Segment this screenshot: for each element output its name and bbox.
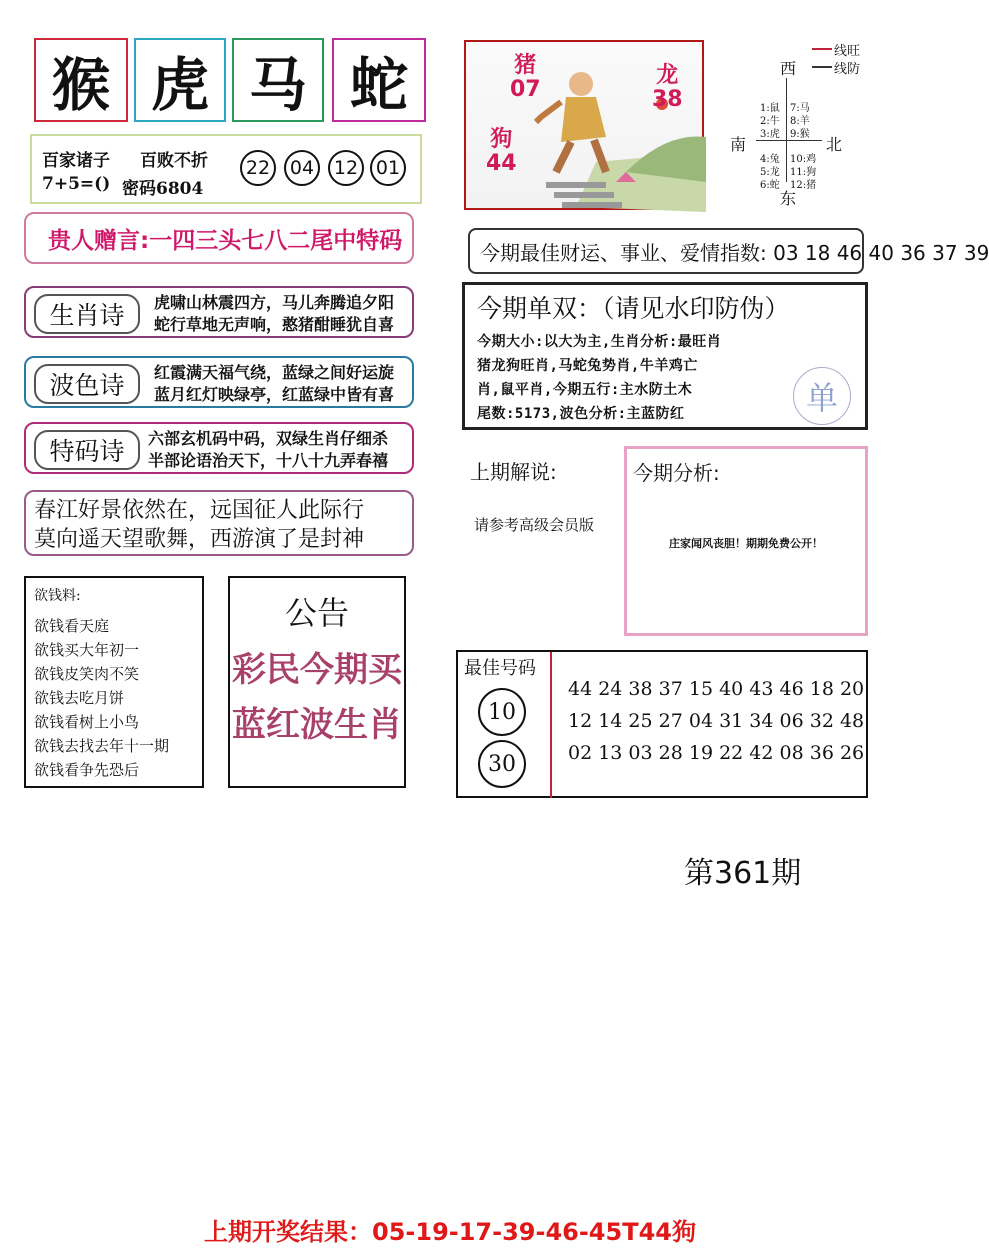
money-item: 欲钱买大年初一 (34, 641, 140, 659)
money-item: 欲钱皮笑肉不笑 (34, 665, 140, 683)
best-title: 最佳号码 (464, 658, 536, 679)
number-ball: 04 (284, 150, 320, 186)
poem-line: 半部论语治天下，十八十九弄春禧 (148, 451, 389, 470)
info-text: 百家诸子 (42, 151, 110, 171)
number-row: 44 24 38 37 15 40 43 46 18 20 (568, 678, 865, 700)
money-item: 欲钱看争先恐后 (34, 761, 140, 779)
notice-line: 彩民今期买 (232, 650, 402, 690)
parity-line: 尾数:5173,波色分析:主蓝防红 (477, 406, 685, 422)
number-ball: 12 (328, 150, 364, 186)
poem-line: 蛇行草地无声响，憨猪酣睡犹自喜 (154, 315, 395, 334)
legend-red-line (812, 48, 832, 50)
info-text: 7+5=() (42, 174, 111, 194)
poem-special (24, 422, 414, 474)
notice-line: 蓝红波生肖 (232, 705, 402, 745)
zodiac-col-1: 1:鼠 2:牛 3:虎 4:兔 5:龙 6:蛇 (760, 103, 780, 191)
zodiac-char: 马 (248, 51, 307, 119)
zodiac-box-4 (332, 38, 426, 122)
number-ball: 22 (240, 150, 276, 186)
direction-east: 东 (780, 189, 797, 208)
money-riddle-box (24, 576, 204, 788)
poem-zodiac (24, 286, 414, 338)
parity-title: 今期单双：（请见水印防伪） (477, 294, 790, 323)
money-item: 欲钱看树上小鸟 (34, 713, 140, 731)
compass-diagram (720, 44, 890, 214)
legend-black-line (812, 66, 832, 68)
zodiac-char: 蛇 (349, 51, 408, 119)
comic-label-dragon: 龙 38 (652, 63, 683, 112)
number-row: 12 14 25 27 04 31 34 06 32 48 (568, 710, 865, 732)
notice-title: 公告 (284, 594, 349, 632)
best-numbers-box (456, 650, 868, 798)
zodiac-char: 虎 (150, 51, 209, 119)
info-text: 百败不折 (140, 151, 208, 171)
direction-north: 北 (826, 135, 843, 154)
password-text: 密码6804 (122, 179, 204, 199)
legend-text: 线防 (834, 62, 861, 77)
verse-box (24, 490, 414, 556)
parity-line: 肖,鼠平肖,今期五行:主水防土木 (477, 382, 693, 398)
number-ball: 01 (370, 150, 406, 186)
zodiac-box-3 (232, 38, 324, 122)
analysis-title: 今期分析: (633, 461, 720, 485)
zodiac-col-2: 7:马 8:羊 9:猴 10:鸡 11:狗 12:猪 (790, 103, 817, 191)
money-title: 欲钱料: (34, 588, 81, 604)
last-result: 上期开奖结果：05-19-17-39-46-45T44狗 (204, 1218, 696, 1246)
noble-quote: 贵人赠言:一四三头七八二尾中特码 (24, 212, 414, 264)
comic-label-dog: 狗 44 (486, 127, 517, 176)
last-period-note: 请参考高级会员版 (474, 516, 595, 534)
zodiac-box-1 (34, 38, 128, 122)
poem-tag: 生肖诗 (34, 294, 140, 334)
comic-label-pig: 猪 07 (510, 53, 541, 102)
direction-west: 西 (780, 59, 797, 78)
parity-box (462, 282, 868, 430)
poem-line: 虎啸山林震四方，马儿奔腾追夕阳 (154, 293, 395, 312)
best-ball: 30 (478, 740, 526, 788)
parity-line: 今期大小:以大为主,生肖分析:最旺肖 (477, 334, 722, 350)
direction-south: 南 (730, 135, 747, 154)
analysis-text: 庄家闻风丧胆！期期免费公开！ (669, 537, 823, 550)
poem-line: 蓝月红灯映绿亭，红蓝绿中皆有喜 (154, 385, 395, 404)
legend-text: 线旺 (834, 44, 861, 59)
last-period-title: 上期解说: (470, 460, 557, 484)
comic-panel (464, 40, 704, 210)
poem-tag: 波色诗 (34, 364, 140, 404)
poem-color (24, 356, 414, 408)
watermark-stamp: 单 (793, 367, 851, 425)
poem-line: 红霞满天福气绕，蓝绿之间好运旋 (154, 363, 395, 382)
number-row: 02 13 03 28 19 22 42 08 36 26 (568, 742, 865, 764)
poem-line: 六部玄机码中码，双绿生肖仔细杀 (148, 429, 389, 448)
zodiac-box-2 (134, 38, 226, 122)
poem-tag: 特码诗 (34, 430, 140, 470)
zodiac-char: 猴 (51, 51, 110, 119)
money-item: 欲钱看天庭 (34, 617, 110, 635)
verse-line: 莫向遥天望歌舞，西游演了是封神 (34, 527, 365, 552)
fortune-index: 今期最佳财运、事业、爱情指数: 03 18 46 40 36 37 39 (468, 228, 864, 274)
parity-line: 猪龙狗旺肖,马蛇兔势肖,牛羊鸡亡 (477, 358, 698, 374)
notice-box (228, 576, 406, 788)
analysis-box (624, 446, 868, 636)
money-item: 欲钱去吃月饼 (34, 689, 125, 707)
best-ball: 10 (478, 688, 526, 736)
issue-number: 第361期 (684, 856, 802, 891)
money-item: 欲钱去找去年十一期 (34, 737, 170, 755)
verse-line: 春江好景依然在，远国征人此际行 (34, 498, 365, 523)
